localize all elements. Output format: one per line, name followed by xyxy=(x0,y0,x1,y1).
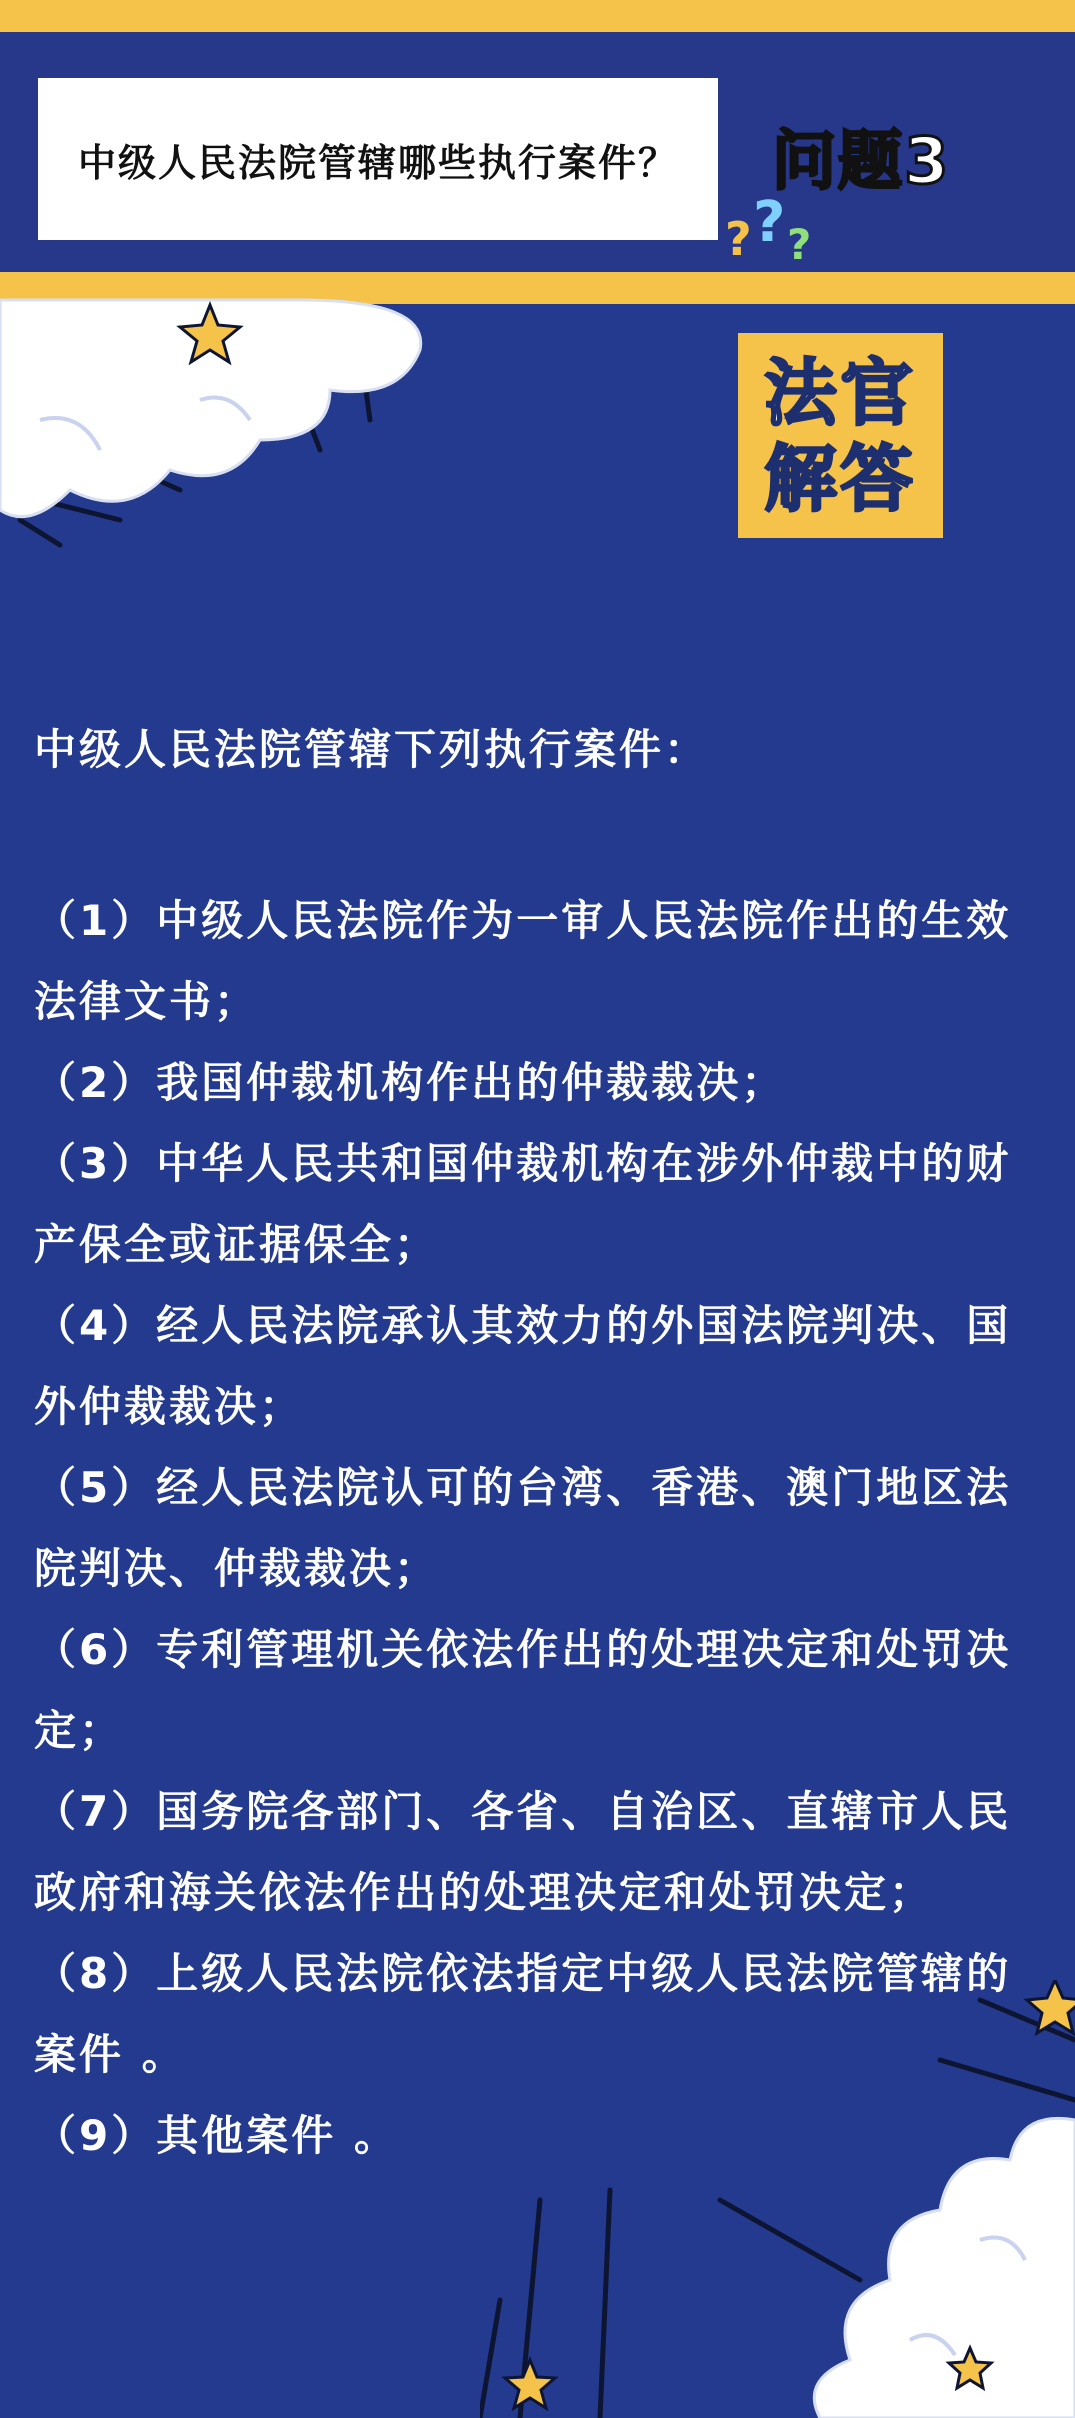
answer-content xyxy=(34,720,1044,2176)
judge-answer-badge xyxy=(738,333,943,538)
list-item: （1）中级人民法院作为一审人民法院作出的生效法律文书； xyxy=(34,896,1012,1026)
list-item: （4）经人民法院承认其效力的外国法院判决、国外仲裁裁决； xyxy=(34,1301,1012,1431)
badge-line-1: 法官 xyxy=(764,350,917,435)
cloud-decoration xyxy=(0,290,440,550)
answer-intro: 中级人民法院管辖下列执行案件： xyxy=(34,725,710,774)
yellow-strip-top xyxy=(0,0,1075,32)
list-item: （3）中华人民共和国仲裁机构在涉外仲裁中的财产保全或证据保全； xyxy=(34,1139,1012,1269)
list-item: （6）专利管理机关依法作出的处理决定和处罚决定； xyxy=(34,1625,1012,1755)
title-card xyxy=(38,78,718,240)
svg-text:?: ? xyxy=(725,212,752,265)
svg-text:?: ? xyxy=(753,190,786,255)
list-item: （5）经人民法院认可的台湾、香港、澳门地区法院判决、仲裁裁决； xyxy=(34,1463,1012,1593)
list-item: （7）国务院各部门、各省、自治区、直辖市人民政府和海关依法作出的处理决定和处罚决定； xyxy=(34,1787,1012,1917)
badge-line-2: 解答 xyxy=(764,436,917,521)
page-title: 中级人民法院管辖哪些执行案件？ xyxy=(77,140,678,185)
list-item: （8）上级人民法院依法指定中级人民法院管辖的案件 。 xyxy=(34,1949,1012,2079)
question-number-label: 问题3 xyxy=(772,125,951,199)
list-item: （9）其他案件 。 xyxy=(34,2111,399,2160)
question-marks-icon xyxy=(725,185,825,265)
star-icon xyxy=(505,2360,555,2408)
list-item: （2）我国仲裁机构作出的仲裁裁决； xyxy=(34,1058,787,1107)
decorative-rays xyxy=(480,2180,1075,2418)
svg-text:?: ? xyxy=(787,220,812,265)
